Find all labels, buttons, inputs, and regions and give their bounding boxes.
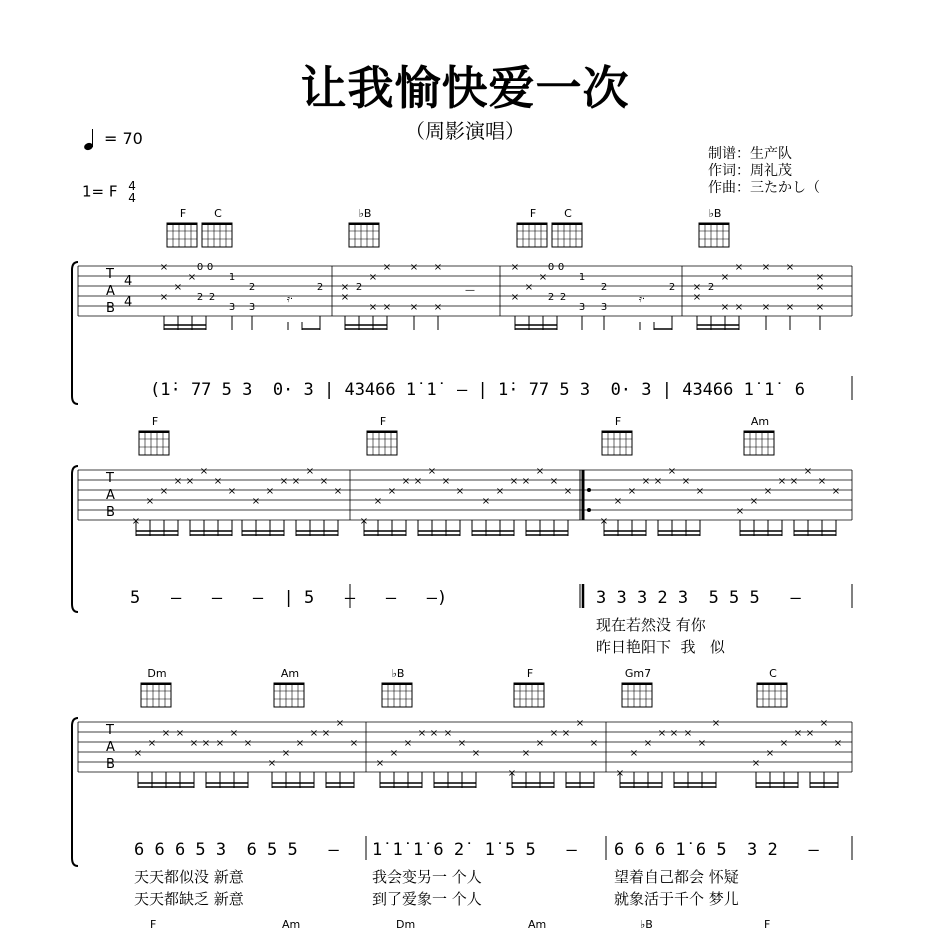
svg-text:×: × (267, 758, 277, 769)
svg-text:×: × (433, 262, 443, 273)
svg-text:×: × (295, 738, 305, 749)
next-system-chords: F Am Dm Am ♭B F (150, 918, 771, 930)
svg-text:×: × (409, 302, 419, 313)
svg-text:𝄿·: 𝄿· (286, 294, 294, 305)
svg-text:×: × (173, 476, 183, 487)
svg-text:×: × (641, 476, 651, 487)
svg-text:×: × (509, 476, 519, 487)
svg-text:×: × (145, 496, 155, 507)
svg-text:×: × (409, 262, 419, 273)
svg-text:×: × (763, 486, 773, 497)
svg-text:×: × (563, 486, 573, 497)
svg-text:2: 2 (668, 282, 676, 293)
svg-text:×: × (147, 738, 157, 749)
svg-text:×: × (507, 768, 517, 779)
svg-text:3: 3 (248, 302, 256, 313)
svg-text:×: × (401, 476, 411, 487)
svg-text:×: × (779, 738, 789, 749)
svg-text:×: × (833, 738, 843, 749)
lyric-line: 望着自己都会 怀疑 (614, 868, 739, 886)
chord-diagram: Am (270, 668, 310, 715)
svg-text:×: × (281, 748, 291, 759)
svg-text:×: × (131, 516, 141, 527)
chord-diagram: ♭B (695, 208, 735, 255)
svg-text:×: × (387, 486, 397, 497)
svg-text:×: × (433, 302, 443, 313)
svg-text:×: × (427, 466, 437, 477)
svg-text:×: × (815, 302, 825, 313)
svg-text:×: × (185, 476, 195, 487)
svg-text:0: 0 (196, 262, 204, 273)
svg-text:×: × (524, 282, 534, 293)
svg-text:×: × (213, 476, 223, 487)
svg-text:×: × (368, 272, 378, 283)
svg-text:×: × (819, 718, 829, 729)
svg-text:A: A (106, 488, 115, 503)
time-sig-top: 4 (128, 179, 136, 193)
svg-text:×: × (765, 748, 775, 759)
svg-text:×: × (785, 302, 795, 313)
svg-text:×: × (681, 476, 691, 487)
svg-text:1: 1 (578, 272, 586, 283)
credit-arranger: 制谱：生产队 (708, 146, 792, 162)
svg-text:×: × (201, 738, 211, 749)
svg-text:2: 2 (547, 292, 555, 303)
svg-text:×: × (340, 292, 350, 303)
svg-text:×: × (749, 496, 759, 507)
svg-text:×: × (692, 282, 702, 293)
svg-text:×: × (243, 738, 253, 749)
svg-text:4: 4 (124, 274, 133, 289)
chord-diagram: F (513, 208, 553, 255)
svg-text:2: 2 (355, 282, 363, 293)
chord-diagram: Dm (137, 668, 177, 715)
song-subtitle: （周影演唱） (405, 119, 525, 143)
svg-text:×: × (340, 282, 350, 293)
svg-text:×: × (734, 302, 744, 313)
svg-text:×: × (279, 476, 289, 487)
svg-text:2: 2 (196, 292, 204, 303)
svg-text:×: × (734, 262, 744, 273)
svg-text:×: × (510, 292, 520, 303)
chord-diagram: F (598, 416, 638, 463)
svg-text:×: × (803, 466, 813, 477)
svg-text:×: × (403, 738, 413, 749)
lyric-line: 现在若然没 有你 (596, 616, 706, 634)
chord-diagram: Am (740, 416, 780, 463)
jianpu-line: 1̇ 1̇ 1̇ 6 2̇ 1̇ 5 5 — (372, 840, 577, 860)
tempo-value: = 70 (104, 129, 143, 148)
svg-text:×: × (382, 262, 392, 273)
svg-text:×: × (683, 728, 693, 739)
svg-text:×: × (321, 728, 331, 739)
chord-diagram: Gm7 (618, 668, 658, 715)
chord-diagram: F (163, 208, 203, 255)
svg-text:×: × (375, 758, 385, 769)
chord-diagram: ♭B (378, 668, 418, 715)
svg-text:×: × (265, 486, 275, 497)
svg-text:×: × (817, 476, 827, 487)
svg-text:×: × (575, 718, 585, 729)
svg-text:×: × (538, 272, 548, 283)
svg-text:×: × (535, 738, 545, 749)
svg-text:1: 1 (228, 272, 236, 283)
svg-text:×: × (189, 738, 199, 749)
svg-text:×: × (389, 748, 399, 759)
svg-text:A: A (106, 740, 115, 755)
svg-text:0: 0 (206, 262, 214, 273)
svg-text:×: × (805, 728, 815, 739)
svg-text:×: × (521, 748, 531, 759)
svg-text:×: × (495, 486, 505, 497)
svg-text:×: × (831, 486, 841, 497)
svg-text:×: × (429, 728, 439, 739)
svg-text:×: × (751, 758, 761, 769)
svg-text:×: × (549, 476, 559, 487)
svg-text:×: × (457, 738, 467, 749)
svg-text:×: × (159, 262, 169, 273)
svg-text:×: × (159, 486, 169, 497)
svg-text:×: × (368, 302, 378, 313)
svg-text:2: 2 (600, 282, 608, 293)
svg-text:×: × (333, 486, 343, 497)
svg-text:×: × (777, 476, 787, 487)
jianpu-line: 3 3 3 2 3 5 5 5 — (596, 588, 801, 608)
svg-text:×: × (629, 748, 639, 759)
svg-text:×: × (159, 292, 169, 303)
svg-text:×: × (443, 728, 453, 739)
svg-text:×: × (627, 486, 637, 497)
svg-text:×: × (589, 738, 599, 749)
svg-text:2: 2 (316, 282, 324, 293)
svg-text:×: × (735, 506, 745, 517)
lyric-line: 天天都似没 新意 (134, 868, 244, 886)
svg-text:×: × (373, 496, 383, 507)
svg-text:×: × (335, 718, 345, 729)
svg-text:A: A (106, 284, 115, 299)
jianpu-line: 6 6 6 5 3 6 5 5 — (134, 840, 339, 860)
svg-text:×: × (133, 748, 143, 759)
credit-composer: 作曲：三たかし（ (708, 180, 820, 196)
key-label: 1= F (82, 182, 118, 201)
svg-text:×: × (471, 748, 481, 759)
svg-text:×: × (319, 476, 329, 487)
svg-text:T: T (106, 471, 114, 486)
lyric-line: 就象活于千个 梦儿 (614, 890, 739, 908)
svg-text:×: × (227, 486, 237, 497)
svg-text:×: × (521, 476, 531, 487)
svg-text:×: × (441, 476, 451, 487)
svg-text:×: × (535, 466, 545, 477)
svg-text:×: × (657, 728, 667, 739)
svg-text:×: × (653, 476, 663, 487)
svg-text:×: × (359, 516, 369, 527)
chord-diagram: ♭B (345, 208, 385, 255)
svg-text:3: 3 (600, 302, 608, 313)
svg-text:×: × (349, 738, 359, 749)
svg-text:×: × (229, 728, 239, 739)
svg-text:×: × (761, 302, 771, 313)
chord-diagram: F (510, 668, 550, 715)
svg-text:×: × (669, 728, 679, 739)
svg-text:×: × (720, 302, 730, 313)
svg-text:×: × (815, 282, 825, 293)
svg-text:×: × (305, 466, 315, 477)
svg-text:×: × (413, 476, 423, 487)
svg-text:0: 0 (557, 262, 565, 273)
chord-diagram: F (363, 416, 403, 463)
svg-text:×: × (695, 486, 705, 497)
svg-text:×: × (599, 516, 609, 527)
svg-text:×: × (643, 738, 653, 749)
svg-text:0: 0 (547, 262, 555, 273)
chord-diagram: C (548, 208, 588, 255)
svg-text:2: 2 (208, 292, 216, 303)
svg-text:×: × (309, 728, 319, 739)
chord-diagram: C (198, 208, 238, 255)
svg-text:×: × (785, 262, 795, 273)
svg-text:4: 4 (124, 295, 133, 310)
svg-text:T: T (106, 267, 114, 282)
chord-diagram: F (135, 416, 175, 463)
credit-lyricist: 作词：周礼茂 (708, 163, 792, 179)
time-sig-bottom: 4 (128, 191, 136, 205)
svg-text:3: 3 (228, 302, 236, 313)
svg-text:×: × (793, 728, 803, 739)
svg-text:×: × (697, 738, 707, 749)
svg-text:B: B (106, 301, 115, 316)
svg-text:×: × (761, 262, 771, 273)
svg-text:×: × (251, 496, 261, 507)
svg-text:×: × (161, 728, 171, 739)
svg-text:×: × (173, 282, 183, 293)
svg-text:×: × (561, 728, 571, 739)
svg-text:—: — (465, 285, 475, 296)
svg-text:×: × (187, 272, 197, 283)
song-title: 让我愉快爱一次 (300, 61, 630, 115)
svg-text:B: B (106, 505, 115, 520)
svg-text:×: × (175, 728, 185, 739)
svg-text:2: 2 (559, 292, 567, 303)
svg-text:×: × (291, 476, 301, 487)
jianpu-line: 5 — — — | 5 — — —) (130, 588, 448, 608)
jianpu-line: 6 6 6 1̇ 6 5 3 2 — (614, 840, 819, 860)
svg-text:×: × (455, 486, 465, 497)
lyric-line: 昨日艳阳下 我 似 (596, 638, 725, 656)
svg-text:×: × (510, 262, 520, 273)
svg-text:×: × (789, 476, 799, 487)
svg-text:×: × (711, 718, 721, 729)
svg-text:2: 2 (248, 282, 256, 293)
svg-text:×: × (613, 496, 623, 507)
svg-text:×: × (692, 292, 702, 303)
svg-text:2: 2 (707, 282, 715, 293)
svg-text:×: × (199, 466, 209, 477)
svg-text:×: × (549, 728, 559, 739)
svg-text:×: × (667, 466, 677, 477)
svg-text:×: × (215, 738, 225, 749)
lyric-line: 天天都缺乏 新意 (134, 890, 244, 908)
svg-text:B: B (106, 757, 115, 772)
lyric-line: 到了爱象一 个人 (372, 890, 482, 908)
svg-text:×: × (417, 728, 427, 739)
svg-text:3: 3 (578, 302, 586, 313)
svg-text:×: × (382, 302, 392, 313)
svg-text:×: × (615, 768, 625, 779)
chord-diagram: C (753, 668, 793, 715)
lyric-line: 我会变另一 个人 (372, 868, 482, 886)
svg-text:𝄿·: 𝄿· (638, 294, 646, 305)
jianpu-line: (1̇· 77 5 3 0· 3 | 43466 1̇ 1̇ — | 1̇· 77 5 3 0· 3 | 43466 1̇ 1̇ 6 (150, 380, 806, 400)
svg-text:×: × (720, 272, 730, 283)
svg-text:T: T (106, 723, 114, 738)
svg-text:×: × (815, 272, 825, 283)
svg-text:×: × (481, 496, 491, 507)
